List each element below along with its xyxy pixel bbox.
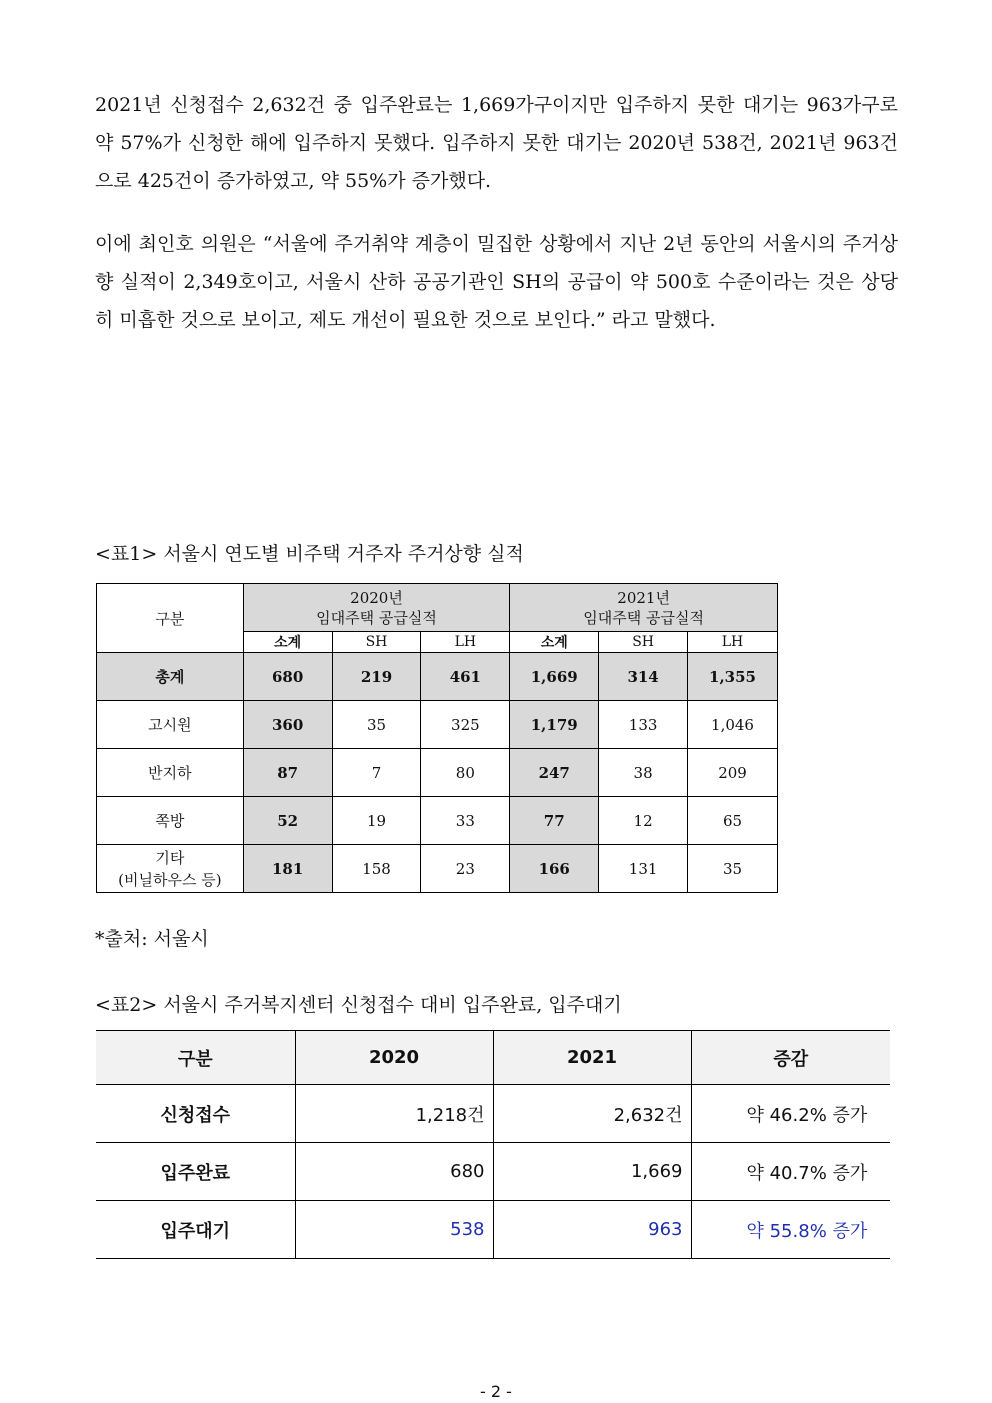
cell-value-2020: 1,218건: [295, 1085, 493, 1143]
row-label: 총계: [97, 653, 244, 701]
cell-value-2021: 1,669: [493, 1143, 691, 1201]
subheader-lh-2021: LH: [688, 632, 778, 653]
year-2020-label: 2020년: [350, 588, 403, 607]
cell-value: 77: [510, 797, 599, 845]
cell-value: 87: [243, 749, 332, 797]
page-number: - 2 -: [480, 1382, 512, 1401]
cell-value: 181: [243, 845, 332, 893]
cell-change: 약 46.2% 증가: [691, 1085, 890, 1143]
table1-corner-header: 구분: [97, 584, 244, 653]
cell-value: 360: [243, 701, 332, 749]
table2-header-2021: 2021: [493, 1031, 691, 1085]
cell-value: 80: [421, 749, 510, 797]
cell-value: 219: [332, 653, 421, 701]
cell-value: 52: [243, 797, 332, 845]
paragraph-assemblyman-quote: 이에 최인호 의원은 “서울에 주거취약 계층이 밀집한 상황에서 지난 2년 동안의 서울시의 주거상향 실적이 2,349호이고, 서울시 산하 공공기관인 SH의 공급이 약 500호 수준이라는 것은 상당히 미흡한 것으로 보이고, 제도 개선이 필요한 것으로 보인다.” 라고 말했다.: [95, 233, 898, 331]
year-2021-label: 2021년: [617, 588, 670, 607]
cell-value: 23: [421, 845, 510, 893]
cell-value-2020: 680: [295, 1143, 493, 1201]
subheader-lh-2020: LH: [421, 632, 510, 653]
cell-value: 247: [510, 749, 599, 797]
table2-header-change: 증감: [691, 1031, 890, 1085]
row-label: 신청접수: [96, 1085, 295, 1143]
table-row: [97, 797, 778, 845]
cell-change: 약 40.7% 증가: [691, 1143, 890, 1201]
cell-value: 33: [421, 797, 510, 845]
cell-value: 1,179: [510, 701, 599, 749]
table-row: [97, 845, 778, 893]
table-row: [97, 749, 778, 797]
subheader-sh-2020: SH: [332, 632, 421, 653]
table1-header-2021: [510, 584, 778, 632]
cell-value: 131: [599, 845, 688, 893]
row-label: [97, 845, 244, 893]
cell-value: 65: [688, 797, 778, 845]
cell-value: 166: [510, 845, 599, 893]
row-label: 입주완료: [96, 1143, 295, 1201]
row-label: 고시원: [97, 701, 244, 749]
cell-value: 1,355: [688, 653, 778, 701]
row-label-note: (비닐하우스 등): [118, 870, 222, 889]
cell-value: 1,669: [510, 653, 599, 701]
cell-value-2020: 538: [295, 1201, 493, 1259]
paragraph-waiting-stats: 2021년 신청접수 2,632건 중 입주완료는 1,669가구이지만 입주하지 못한 대기는 963가구로 약 57%가 신청한 해에 입주하지 못했다. 입주하지 못한 대기는 2020년 538건, 2021년 963건으로 425건이 증가하였고, 약 55%가 증가했다.: [95, 94, 898, 192]
cell-value: 19: [332, 797, 421, 845]
cell-value: 12: [599, 797, 688, 845]
subheader-subtotal-2020: 소계: [243, 632, 332, 653]
row-label-main: 기타: [155, 848, 185, 867]
row-label: 반지하: [97, 749, 244, 797]
cell-value: 38: [599, 749, 688, 797]
subheader-sh-2021: SH: [599, 632, 688, 653]
table1-source-note: *출처: 서울시: [95, 928, 209, 950]
table-row: [97, 701, 778, 749]
cell-value-2021: 963: [493, 1201, 691, 1259]
cell-value: 158: [332, 845, 421, 893]
table-row: [97, 653, 778, 701]
cell-value: 314: [599, 653, 688, 701]
table-row: [96, 1143, 890, 1201]
supply-label-2021: 임대주택 공급실적: [583, 608, 704, 627]
cell-value: 35: [688, 845, 778, 893]
table2-header-category: 구분: [96, 1031, 295, 1085]
table2-caption: <표2> 서울시 주거복지센터 신청접수 대비 입주완료, 입주대기: [95, 994, 622, 1016]
cell-value: 461: [421, 653, 510, 701]
cell-value: 680: [243, 653, 332, 701]
table1-header-2020: [243, 584, 510, 632]
supply-label-2020: 임대주택 공급실적: [316, 608, 437, 627]
cell-value: 133: [599, 701, 688, 749]
cell-value: 1,046: [688, 701, 778, 749]
cell-change: 약 55.8% 증가: [691, 1201, 890, 1259]
housing-upgrade-table: [96, 583, 778, 893]
table1-caption: <표1> 서울시 연도별 비주택 거주자 주거상향 실적: [95, 543, 524, 565]
table-row: [96, 1201, 890, 1259]
cell-value: 325: [421, 701, 510, 749]
row-label: 입주대기: [96, 1201, 295, 1259]
cell-value: 7: [332, 749, 421, 797]
welfare-center-table: [96, 1030, 890, 1259]
table2-header-row: [96, 1031, 890, 1085]
cell-value: 35: [332, 701, 421, 749]
table2-header-2020: 2020: [295, 1031, 493, 1085]
table-row: [96, 1085, 890, 1143]
cell-value: 209: [688, 749, 778, 797]
subheader-subtotal-2021: 소계: [510, 632, 599, 653]
cell-value-2021: 2,632건: [493, 1085, 691, 1143]
row-label: 쪽방: [97, 797, 244, 845]
